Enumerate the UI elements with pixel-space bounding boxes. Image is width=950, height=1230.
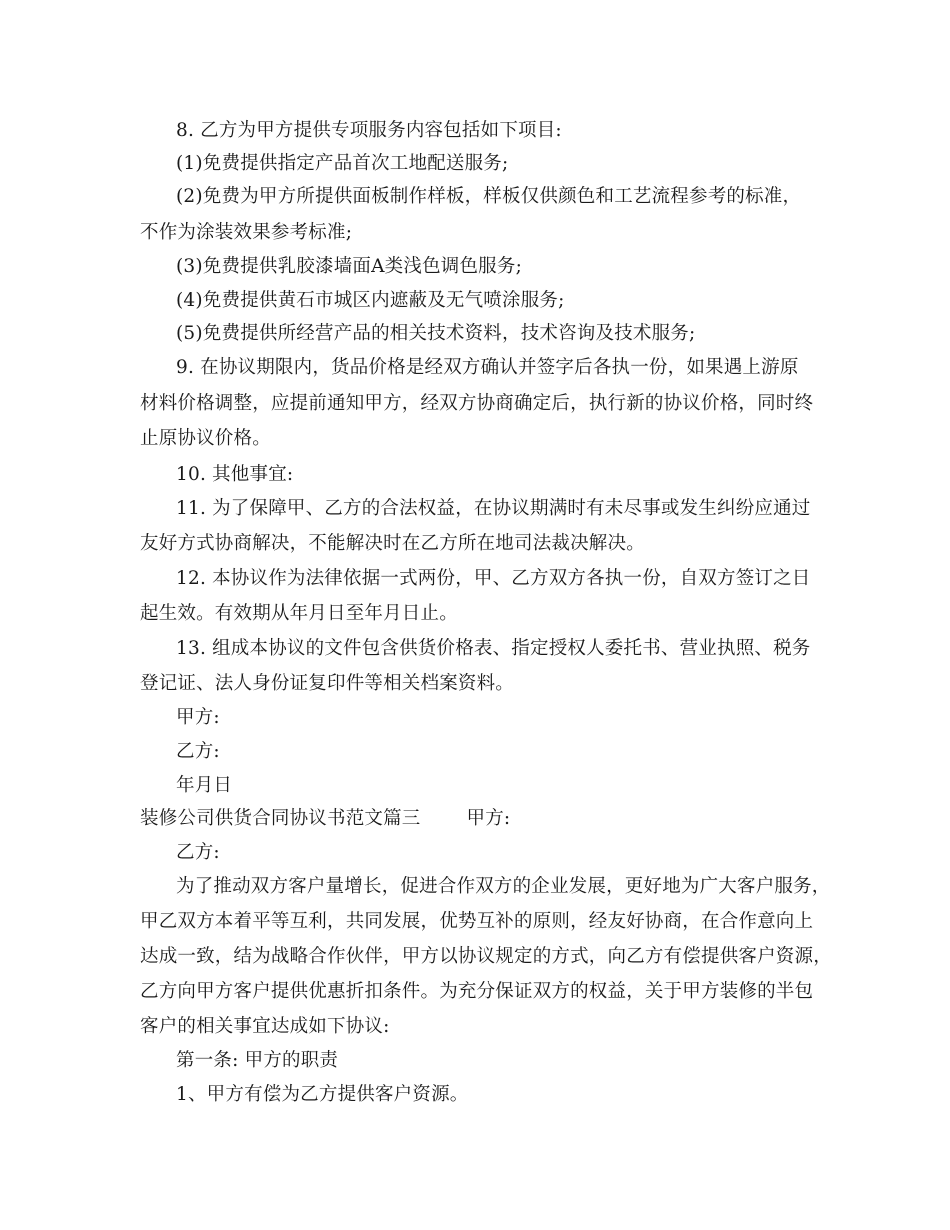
item-8-1: (1)免费提供指定产品首次工地配送服务;	[176, 153, 509, 174]
section-title: 装修公司供货合同协议书范文篇三	[140, 808, 421, 829]
item-9-line-2: 材料价格调整，应提前通知甲方，经双方协商确定后，执行新的协议价格，同时终	[140, 393, 814, 414]
item-8-3: (3)免费提供乳胶漆墙面A类浅色调色服务;	[176, 256, 522, 277]
section-party-a: 甲方:	[466, 808, 511, 829]
item-9-line-1: 9. 在协议期限内，货品价格是经双方确认并签字后各执一份，如果遇上游原	[176, 357, 799, 378]
intro-line-4: 乙方向甲方客户提供优惠折扣条件。为充分保证双方的权益，关于甲方装修的半包	[140, 981, 814, 1002]
signature-date: 年月日	[176, 775, 233, 796]
item-12-line-2: 起生效。有效期从年月日至年月日止。	[140, 603, 458, 624]
intro-line-1: 为了推动双方客户量增长，促进合作双方的企业发展，更好地为广大客户服务，	[176, 876, 831, 897]
item-9-line-3: 止原协议价格。	[140, 428, 271, 449]
item-11-line-1: 11. 为了保障甲、乙方的合法权益，在协议期满时有未尽事或发生纠纷应通过	[176, 498, 811, 519]
signature-party-b: 乙方:	[176, 741, 220, 762]
section-party-b: 乙方:	[176, 842, 220, 863]
section-heading	[140, 808, 510, 830]
item-11-line-2: 友好方式协商解决，不能解决时在乙方所在地司法裁决解决。	[140, 533, 645, 554]
intro-line-3: 达成一致，结为战略合作伙伴，甲方以协议规定的方式，向乙方有偿提供客户资源，	[140, 946, 832, 967]
intro-line-2: 甲乙双方本着平等互利，共同发展，优势互补的原则，经友好协商，在合作意向上	[140, 911, 814, 932]
item-8: 8. 乙方为甲方提供专项服务内容包括如下项目:	[176, 120, 562, 141]
item-8-2-line-2: 不作为涂装效果参考标准;	[140, 222, 353, 243]
item-8-2-line-1: (2)免费为甲方所提供面板制作样板，样板仅供颜色和工艺流程参考的标准，	[176, 186, 802, 207]
signature-party-a: 甲方:	[176, 707, 220, 728]
item-13-line-2: 登记证、法人身份证复印件等相关档案资料。	[140, 673, 515, 694]
article-1-item-1: 1、甲方有偿为乙方提供客户资源。	[176, 1084, 469, 1105]
item-10: 10. 其他事宜:	[176, 464, 294, 485]
article-1-title: 第一条: 甲方的职责	[176, 1050, 339, 1071]
item-12-line-1: 12. 本协议作为法律依据一式两份，甲、乙方双方各执一份，自双方签订之日	[176, 568, 811, 589]
intro-line-5: 客户的相关事宜达成如下协议:	[140, 1016, 390, 1037]
item-8-5: (5)免费提供所经营产品的相关技术资料，技术咨询及技术服务;	[176, 323, 696, 344]
item-13-line-1: 13. 组成本协议的文件包含供货价格表、指定授权人委托书、营业执照、税务	[176, 638, 811, 659]
item-8-4: (4)免费提供黄石市城区内遮蔽及无气喷涂服务;	[176, 290, 565, 311]
